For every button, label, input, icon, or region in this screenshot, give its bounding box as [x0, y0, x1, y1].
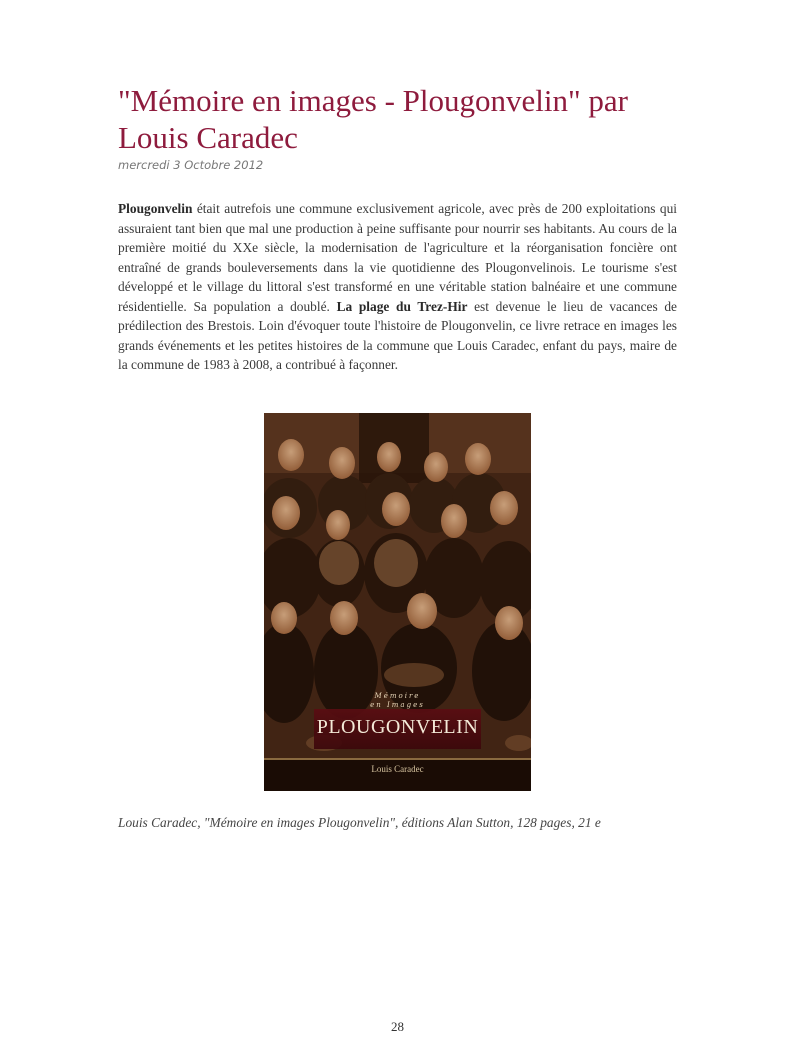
- paragraph-text-1: était autrefois une commune exclusivement agricole, avec près de 200 exploitations qui assuraient tant bien que mal une production à peine suffisante pour nourrir ses habitants. Au cours de la première moitié du XXe siècle, la modernisation de l'agriculture et la réorganisation foncière ont entraîné de grands bouleversements dans la vie quotidienne des Plougonvelinois. Le tourisme s'est développé et le village du littoral s'est transformé en une véritable station balnéaire et une commune résidentielle. Sa population a doublé.: [118, 201, 677, 314]
- cover-series-line1: Mémoire: [374, 692, 421, 700]
- post-date: mercredi 3 Octobre 2012: [118, 158, 264, 172]
- paragraph-text-2: est devenue le lieu de vacances de prédilection des Brestois. Loin d'évoquer toute l'histoire de Plougonvelin, ce livre retrace en images les grands événements et les petites histoires de la commune que Louis Caradec, enfant du pays, maire de la commune de 1983 à 2008, a contribué à façonner.: [118, 298, 677, 372]
- image-caption: Louis Caradec, "Mémoire en images Plougonvelin", éditions Alan Sutton, 128 pages, 21 e: [118, 815, 601, 830]
- book-cover-image: [264, 413, 531, 791]
- page-number: 28: [391, 1019, 404, 1034]
- article-paragraph: [118, 199, 677, 375]
- cover-author: Louis Caradec: [371, 764, 424, 774]
- place-name-bold: Plougonvelin: [118, 201, 193, 216]
- cover-book-title: PLOUGONVELIN: [316, 716, 479, 738]
- cover-series-line2: en Images: [370, 701, 425, 709]
- beach-name-bold: La plage du Trez-Hir: [336, 298, 468, 314]
- post-title: "Mémoire en images - Plougonvelin" par Louis Caradec: [118, 83, 629, 155]
